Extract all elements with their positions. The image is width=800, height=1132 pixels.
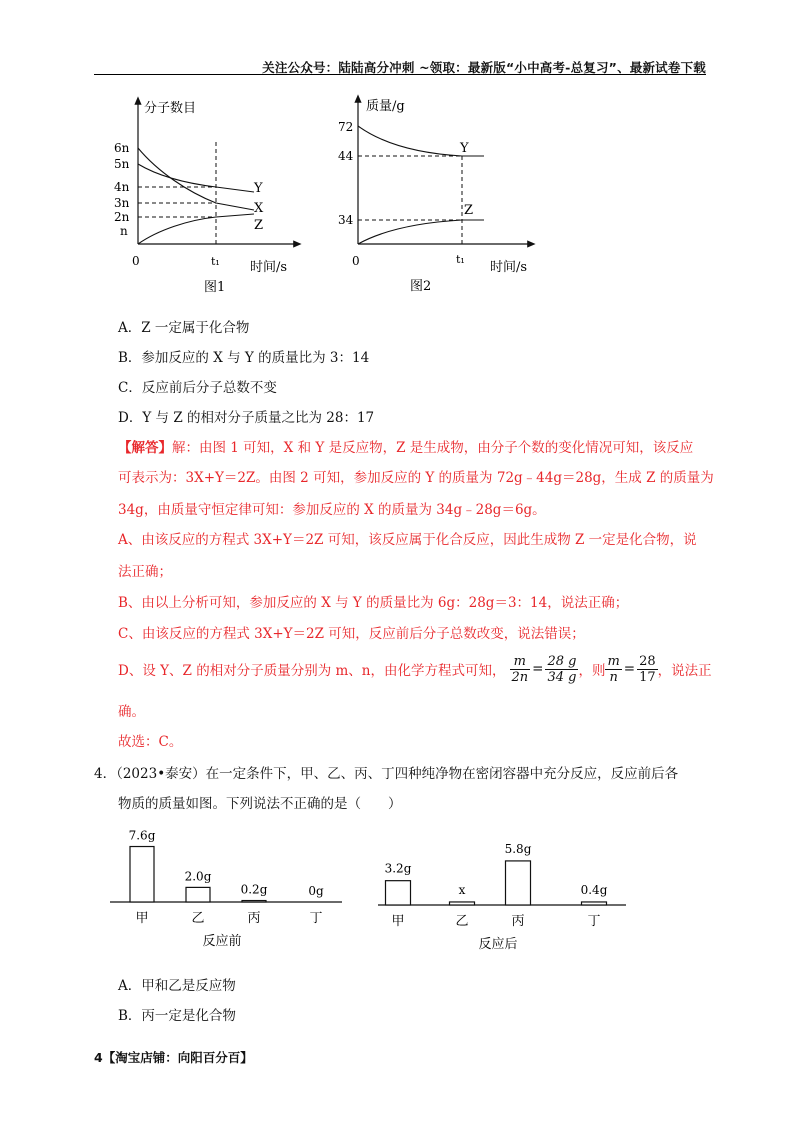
fraction-denominator: 34 g	[547, 669, 577, 685]
bar-value-label: 0g	[308, 884, 324, 898]
fraction-numerator: 28	[639, 653, 656, 669]
answer-line-2: 可表示为：3X+Y＝2Z。由图 2 可知，参加反应的 Y 的质量为 72g﹣44g＝28g，生成 Z 的质量为	[118, 470, 714, 486]
category-label: 丙	[247, 911, 261, 926]
answer-c: C、由该反应的方程式 3X+Y＝2Z 可知，反应前后分子总数改变，说法错误；	[118, 626, 585, 642]
bar-chart-after	[368, 812, 628, 962]
q4-option-a: A．甲和乙是反应物	[118, 978, 236, 994]
fig1-curve-y	[138, 164, 254, 192]
fig2-ytick-44: 44	[338, 149, 354, 163]
equals-sign: =	[623, 661, 636, 677]
category-label: 乙	[455, 914, 469, 929]
equals-sign: =	[532, 661, 544, 677]
q3-option-a: A．Z 一定属于化合物	[118, 320, 250, 336]
chart-title: 反应后	[478, 937, 518, 952]
bar-value-label: 3.2g	[384, 861, 412, 876]
fig1-ytick-5n: 5n	[114, 157, 130, 171]
q4-option-b: B．丙一定是化合物	[118, 1008, 236, 1024]
q3-option-c: C．反应前后分子总数不变	[118, 380, 277, 396]
fig1-curve-x	[138, 148, 254, 210]
fraction-denominator: 17	[639, 669, 656, 685]
bar	[130, 847, 154, 902]
fig2-t1: t₁	[456, 253, 465, 266]
answer-a-line-1: A、由该反应的方程式 3X+Y＝2Z 可知，该反应属于化合反应，因此生成物 Z 一定是化合物，说	[118, 532, 697, 548]
bar	[386, 881, 411, 905]
bar-value-label: x	[458, 882, 466, 897]
fig1-caption: 图1	[204, 280, 226, 295]
category-label: 甲	[391, 914, 405, 929]
fig2-ylabel: 质量/g	[366, 99, 405, 114]
fig2-label-z: Z	[464, 203, 474, 218]
fraction-numerator: 28 g	[547, 653, 577, 669]
fig1-label-y: Y	[254, 181, 263, 196]
fig1-curve-z	[138, 214, 254, 244]
answer-line-3: 34g，由质量守恒定律可知：参加反应的 X 的质量为 34g﹣28g＝6g。	[118, 502, 546, 518]
bar	[450, 902, 475, 905]
fraction-numerator: m	[607, 653, 620, 669]
figure-1-graph	[108, 92, 318, 302]
fig2-curve-z	[358, 220, 484, 244]
bar	[242, 901, 266, 902]
answer-a-line-2: 法正确；	[118, 564, 172, 580]
bar	[186, 887, 210, 902]
category-label: 丙	[511, 914, 525, 929]
bar	[582, 902, 607, 905]
fraction-m-over-n	[605, 654, 621, 685]
answer-d-mid: ，则	[578, 663, 606, 679]
fig1-label-z: Z	[254, 218, 264, 233]
fraction-denominator: n	[609, 669, 618, 685]
figure-2-graph	[332, 92, 547, 302]
fig1-ytick-2n: 2n	[114, 210, 130, 224]
chart-title: 反应前	[202, 934, 242, 949]
page-footer: 4【淘宝店铺：向阳百分百】	[94, 1050, 253, 1065]
q3-option-d: D．Y 与 Z 的相对分子质量之比为 28：17	[118, 410, 375, 426]
answer-choice: 故选：C。	[118, 734, 183, 750]
page-header: 关注公众号：陆陆高分冲刺 ~领取：最新版“小中高考-总复习”、最新试卷下载	[262, 60, 706, 75]
answer-b: B、由以上分析可知，参加反应的 X 与 Y 的质量比为 6g：28g＝3：14，说法正确；	[118, 595, 629, 611]
question-4-line-2: 物质的质量如图。下列说法不正确的是（ ）	[118, 796, 402, 812]
answer-d-post: ，说法正	[657, 663, 712, 679]
category-label: 乙	[191, 911, 205, 926]
bar-value-label: 0.4g	[580, 882, 608, 897]
fig1-origin: 0	[132, 254, 140, 268]
fig2-origin: 0	[352, 254, 360, 268]
fraction-numerator: m	[510, 654, 531, 670]
fig1-ylabel: 分子数目	[144, 101, 197, 116]
question-4-line-1: 4．（2023•泰安）在一定条件下，甲、乙、丙、丁四种纯净物在密闭容器中充分反应，反应前后各	[94, 766, 679, 782]
answer-d-pre: D、设 Y、Z 的相对分子质量分别为 m、n，由化学方程式可知，	[118, 663, 506, 679]
bar-value-label: 0.2g	[240, 882, 268, 897]
fraction-28-over-17	[637, 654, 658, 685]
fig2-ytick-34: 34	[338, 213, 354, 227]
fraction-denominator: 2n	[511, 669, 529, 685]
answer-tag: 【解答】	[118, 440, 172, 456]
fig1-ytick-6n: 6n	[114, 141, 130, 155]
answer-d-line-1	[118, 649, 712, 689]
bar-value-label: 7.6g	[128, 828, 156, 843]
fig1-xlabel: 时间/s	[250, 260, 288, 275]
fig1-ytick-3n: 3n	[114, 196, 130, 210]
answer-d-line-2: 确。	[118, 704, 145, 720]
category-label: 丁	[587, 914, 601, 929]
fig1-t1: t₁	[211, 255, 220, 268]
bar-value-label: 5.8g	[504, 841, 532, 856]
category-label: 甲	[135, 911, 149, 926]
q3-option-b: B．参加反应的 X 与 Y 的质量比为 3：14	[118, 350, 370, 366]
answer-text-1: 解：由图 1 可知，X 和 Y 是反应物，Z 是生成物，由分子个数的变化情况可知，该反应	[172, 440, 694, 456]
fig1-label-x: X	[254, 201, 264, 216]
bar-chart-before	[110, 812, 350, 962]
fig1-ytick-4n: 4n	[114, 180, 130, 194]
header-divider	[94, 74, 706, 75]
fraction-28g-over-34g	[545, 654, 578, 685]
fig2-xlabel: 时间/s	[490, 260, 528, 275]
answer-line-1	[118, 436, 693, 456]
fig2-ytick-72: 72	[338, 120, 354, 134]
fig2-caption: 图2	[410, 279, 432, 294]
category-label: 丁	[309, 911, 323, 926]
fig2-label-y: Y	[460, 141, 469, 156]
fig1-ytick-n: n	[120, 224, 128, 238]
bar-value-label: 2.0g	[184, 869, 212, 884]
bar	[506, 861, 531, 905]
fraction-m-over-2n	[510, 654, 531, 685]
